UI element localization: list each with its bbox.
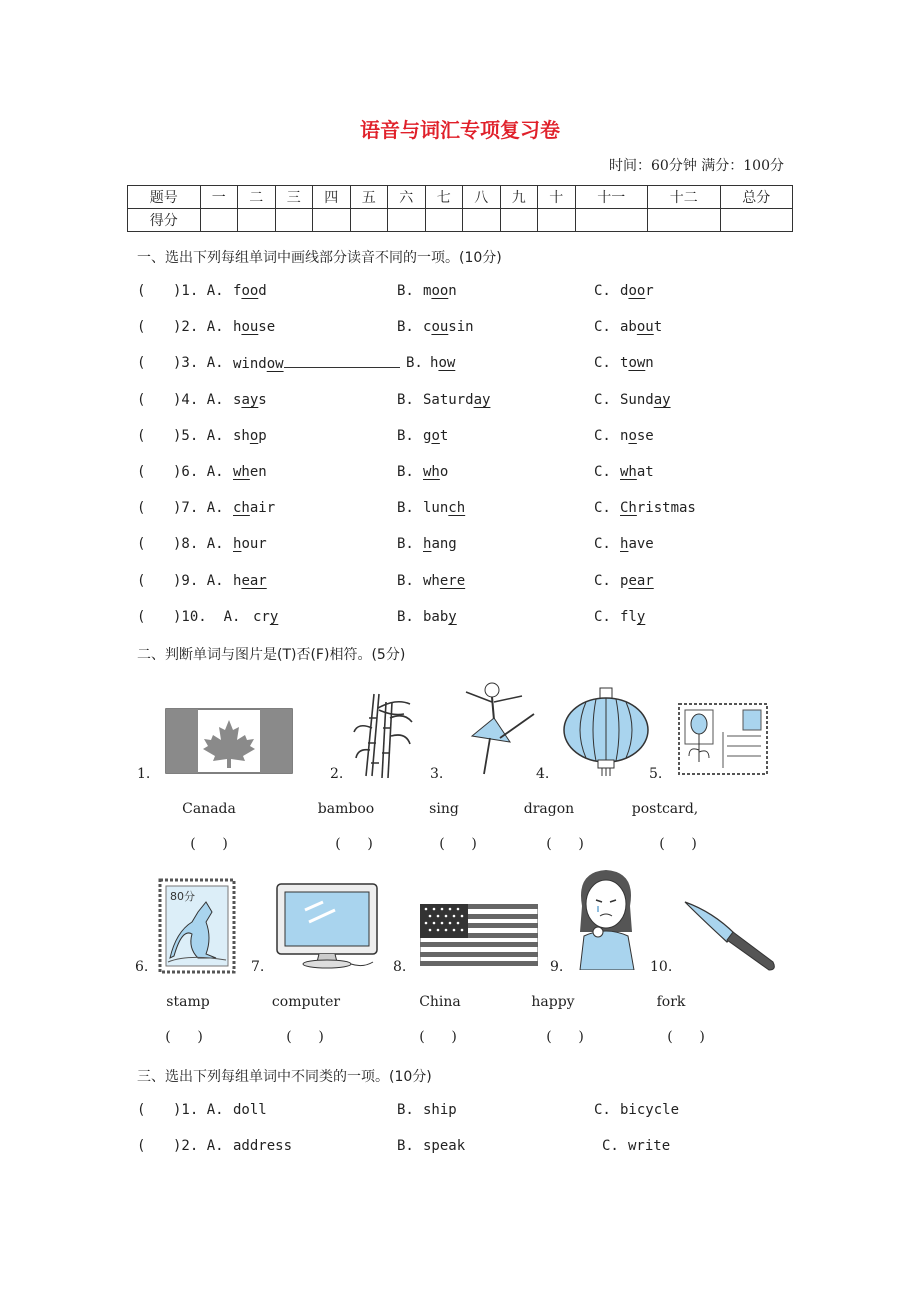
underlined-letters: ay [653,391,671,408]
underlined-letters: o [628,427,637,444]
option-c-label: C. [594,464,611,480]
underlined-letters: wh [233,464,250,480]
score-header-cell: 六 [388,186,426,209]
option-b [423,464,448,480]
option-c-label: C. [594,319,611,336]
word-part: en [249,464,267,480]
question-number: )7. A. [173,500,224,517]
word-8: China [419,994,461,1010]
option-b-label: B. [397,572,414,589]
option-a: address [233,1138,293,1154]
answer-paren-4[interactable]: ( ) [546,836,584,852]
option-b-label: B. [397,608,414,625]
answer-paren-1[interactable]: ( ) [190,836,228,852]
option-c-label: C. [594,536,611,553]
score-cell[interactable] [425,209,463,232]
score-cell[interactable] [538,209,576,232]
word-part: Sund [620,391,654,408]
answer-paren-open[interactable]: ( [137,464,146,480]
underlined-letters: wh [423,464,440,480]
answer-paren-open[interactable]: ( [137,1102,146,1118]
question-row [137,500,797,520]
word-part: sin [448,319,474,336]
question-number: )1. A. [173,283,224,299]
word-part: s [258,391,267,408]
pic-num-10: 10. [650,959,673,975]
underlined-letters: ay [241,391,259,408]
word-part: wind [233,356,267,373]
answer-paren-2[interactable]: ( ) [335,836,373,852]
word-7: computer [271,994,341,1010]
option-b [423,392,490,408]
pic-num-3: 3. [430,766,444,782]
score-cell[interactable] [238,209,276,232]
score-header-cell: 十一 [575,186,648,209]
underlined-letters: oo [628,283,646,299]
option-c [620,536,654,552]
option-a [233,536,267,552]
underlined-letters: y [269,608,279,625]
question-number: )2. A. [173,319,224,336]
word-part: ab [620,319,637,336]
time-info: 时间：60分钟 满分：100分 [609,158,784,174]
pic-num-1: 1. [137,766,151,782]
answer-paren-open[interactable]: ( [137,536,146,553]
score-cell[interactable] [313,209,351,232]
option-c [620,319,662,335]
option-c [620,573,654,589]
word-part: at [636,464,654,480]
question-row [137,1102,797,1122]
word-9: happy [531,994,575,1010]
pic-num-7: 7. [251,959,265,975]
answer-paren-10[interactable]: ( ) [667,1029,705,1045]
word-part: sh [233,427,250,444]
option-c-label: C. [594,572,611,589]
option-b-label: B. [397,391,414,408]
word-part: h [233,319,242,336]
question-row [137,609,797,629]
question-number: )10. A. [173,608,241,625]
option-b [423,428,448,444]
underlined-letters: Ch [620,500,637,517]
underlined-letters: oo [431,283,449,299]
score-cell[interactable] [720,209,793,232]
question-row [137,464,797,484]
word-4: dragon [523,801,575,817]
answer-paren-open[interactable]: ( [137,1138,146,1154]
answer-paren-open[interactable]: ( [137,319,146,336]
score-cell[interactable] [388,209,426,232]
blank-line [284,355,400,368]
word-part: cr [253,608,270,625]
word-part: h [430,355,439,372]
underlined-letters: y [636,608,646,625]
word-part: n [645,355,654,372]
word-part: Saturd [423,391,474,408]
page-title: 语音与词汇专项复习卷 [360,118,560,142]
option-b-label: B. [397,1102,414,1118]
underlined-letters: h [423,536,432,553]
option-c [620,355,654,371]
sad-girl-icon [572,866,640,970]
score-cell[interactable] [648,209,721,232]
question-number: )8. A. [173,536,224,553]
score-header-cell: 题号 [128,186,201,209]
option-b [423,609,457,625]
word-part: g [423,427,432,444]
answer-paren-5[interactable]: ( ) [659,836,697,852]
score-header-cell: 四 [313,186,351,209]
option-b-label: B. [397,283,414,299]
score-header-cell: 一 [200,186,238,209]
option-c-label: C. [602,1138,619,1154]
question-row [137,428,797,448]
word-part: o [439,464,449,480]
option-c [620,283,654,299]
word-part: n [620,427,629,444]
option-a: doll [233,1102,267,1118]
answer-paren-open[interactable]: ( [137,608,146,625]
underlined-letters: ow [628,355,646,372]
question-number: )9. A. [173,572,224,589]
word-part: ave [628,536,654,553]
word-5: postcard, [631,801,699,817]
option-c [620,392,671,408]
word-2: bamboo [317,801,375,817]
question-row [137,573,797,593]
answer-paren-open[interactable]: ( [137,283,146,299]
underlined-letters: ch [233,500,250,517]
bamboo-icon [352,688,414,780]
pic-num-2: 2. [330,766,344,782]
pic-num-5: 5. [649,766,663,782]
underlined-letters: oo [241,283,259,299]
word-part: f [233,283,242,299]
option-c-label: C. [594,427,611,444]
question-row [137,536,797,556]
section3-heading: 三、选出下列每组单词中不同类的一项。(10分) [137,1069,432,1085]
option-a [233,464,267,480]
score-cell[interactable] [575,209,648,232]
answer-paren-open[interactable]: ( [137,427,146,444]
answer-paren-9[interactable]: ( ) [546,1029,584,1045]
word-part: se [258,319,276,336]
option-c: bicycle [620,1102,680,1118]
question-number: )1. A. [173,1102,224,1118]
answer-paren-open[interactable]: ( [137,355,146,372]
answer-paren-open[interactable]: ( [137,500,146,517]
word-part: air [249,500,276,517]
underlined-letters: o [431,427,440,444]
word-part: t [653,319,663,336]
option-c: write [628,1138,671,1154]
kangaroo-stamp-icon [158,878,236,974]
word-part: d [258,283,267,299]
option-b-label: B. [397,319,414,336]
word-part: fl [620,608,637,625]
pic-num-4: 4. [536,766,550,782]
question-row [137,355,797,375]
word-part: p [620,572,629,589]
score-header-cell: 十 [538,186,576,209]
option-c-label: C. [594,1102,611,1118]
word-part: our [241,536,267,553]
underlined-letters: ch [448,500,466,517]
section1-heading: 一、选出下列每组单词中画线部分读音不同的一项。(10分) [137,250,502,266]
underlined-letters: o [249,427,259,444]
postcard-icon [677,702,769,776]
pic-num-6: 6. [135,959,149,975]
score-table [127,185,793,232]
underlined-letters: ou [431,319,449,336]
underlined-letters: ear [241,572,267,589]
word-part: lun [423,500,449,517]
answer-paren-open[interactable]: ( [137,572,146,589]
score-header-cell: 八 [463,186,501,209]
word-6: stamp [166,994,210,1010]
lantern-icon [560,686,652,778]
option-c [620,609,645,625]
score-cell[interactable] [500,209,538,232]
option-c-label: C. [594,391,611,408]
option-b-label: B. [397,427,414,444]
option-b [423,500,465,516]
canada-flag-icon [165,708,293,774]
score-header-cell: 五 [350,186,388,209]
question-number: )2. A. [173,1138,224,1154]
option-b [423,536,457,552]
question-number: )3. A. [173,355,224,372]
pic-num-8: 8. [393,959,407,975]
score-cell[interactable] [275,209,313,232]
score-header-cell: 三 [275,186,313,209]
score-cell[interactable] [200,209,238,232]
word-part: r [645,283,654,299]
word-part: c [423,319,432,336]
option-c-label: C. [594,500,611,517]
option-a [233,573,267,589]
option-c-label: C. [594,608,611,625]
word-3: sing [429,801,459,817]
option-b-label: B. [397,536,414,553]
score-cell[interactable] [350,209,388,232]
option-b [423,283,457,299]
underlined-letters: ear [628,572,654,589]
section2-heading: 二、判断单词与图片是(T)否(F)相符。(5分) [137,647,406,663]
score-header-cell: 九 [500,186,538,209]
word-part: n [448,283,457,299]
score-header-cell: 十二 [648,186,721,209]
word-part: d [620,283,629,299]
option-b-label: B. [397,1138,414,1154]
underlined-letters: wh [620,464,637,480]
word-part: bab [423,608,449,625]
question-number: )4. A. [173,391,224,408]
option-b [430,355,455,371]
answer-paren-8[interactable]: ( ) [419,1029,457,1045]
underlined-letters: ow [266,356,284,373]
word-part: t [620,355,629,372]
underlined-letters: ou [636,319,654,336]
score-row-label: 得分 [128,209,201,232]
option-c [620,500,696,516]
underlined-letters: ay [473,391,491,408]
word-part: ang [431,536,457,553]
answer-paren-open[interactable]: ( [137,391,146,408]
option-a [233,319,275,335]
score-header-cell: 二 [238,186,276,209]
option-c [620,464,654,480]
option-c [620,428,654,444]
word-part: m [423,283,432,299]
underlined-letters: ou [241,319,259,336]
question-row [137,283,797,303]
word-part: se [636,427,654,444]
word-1: Canada [182,801,236,817]
underlined-letters: h [620,536,629,553]
score-cell[interactable] [463,209,501,232]
option-a [233,428,267,444]
word-part: p [258,427,267,444]
answer-paren-7[interactable]: ( ) [286,1029,324,1045]
word-part: s [233,391,242,408]
option-a [253,609,278,625]
answer-paren-3[interactable]: ( ) [439,836,477,852]
computer-monitor-icon [275,882,379,970]
underlined-letters: ow [438,355,456,372]
word-10: fork [656,994,686,1010]
option-b-label: B. [397,464,414,480]
word-part: h [233,572,242,589]
answer-paren-6[interactable]: ( ) [165,1029,203,1045]
usa-flag-icon [420,904,538,966]
score-header-cell: 总分 [720,186,793,209]
option-a [233,283,267,299]
question-number: )6. A. [173,464,224,480]
stamp-value: 80分 [170,890,195,903]
option-b [423,319,474,335]
knife-icon [683,900,777,974]
option-b-label: B. [397,500,414,517]
question-number: )5. A. [173,427,224,444]
question-row [137,1138,797,1158]
word-part: ristmas [636,500,696,517]
score-header-cell: 七 [425,186,463,209]
option-b: ship [423,1102,457,1118]
option-b [423,573,465,589]
option-c-label: C. [594,283,611,299]
option-b: speak [423,1138,466,1154]
underlined-letters: y [448,608,457,625]
word-part: t [439,427,449,444]
ballet-dancer-icon [452,678,540,778]
option-a [233,500,275,516]
option-a [233,392,267,408]
option-c-label: C. [594,355,611,372]
pic-num-9: 9. [550,959,564,975]
word-part: wh [423,572,440,589]
underlined-letters: h [233,536,242,553]
option-b-label: B. [406,355,423,372]
underlined-letters: ere [439,572,466,589]
question-row [137,392,797,412]
question-row [137,319,797,339]
option-a [233,355,400,372]
